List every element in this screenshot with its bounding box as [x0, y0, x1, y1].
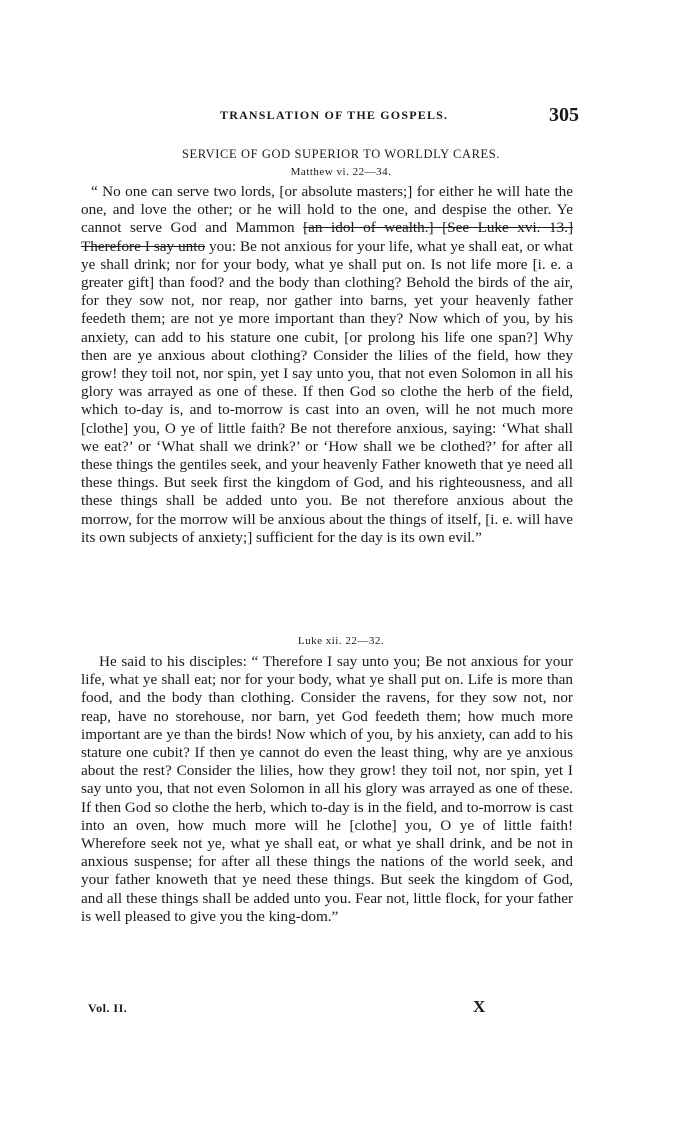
running-head [0, 104, 682, 128]
scripture-reference-matthew: Matthew vi. 22—34. [290, 166, 392, 178]
passage-matthew-text-rest: you: Be not anxious for your life, what ye shall eat, or what ye shall drink; nor for your body, what ye shall put on. Is not life more [i. e. a greater gift] than food? and the body than clothing? Behold the birds of the air, for they sow not, nor reap, nor gather into barns, yet your heavenly father feedeth them; are not ye more important than they? Now which of you, by his anxiety, can add to his stature one cubit, [or prolong his life one span?] Why then are ye anxious about clothing? Consider the lilies of the field, how they grow! they toil not, nor spin, yet I say unto you, that not even Solomon in all his glory was arrayed as one of these. If then God so clothe the herb of the field, which to-day is, and to-morrow is cast into an oven, will he not much more [clothe] you, O ye of little faith? Be not therefore anxious, saying: ‘What shall we eat?’ or ‘What shall we drink?’ or ‘How shall we be clothed?’ for after all these things the gentiles seek, and your heavenly Father knoweth that ye need all these things. But seek first the kingdom of God, and his righteousness, and all these things shall be added unto you. Be not therefore anxious about the morrow, for the morrow will be anxious about the things of itself, [i. e. will have its own subjects of anxiety;] sufficient for the day is its own evil.” [81, 237, 573, 546]
passage-matthew [81, 183, 573, 547]
section-heading: SERVICE OF GOD SUPERIOR TO WORLDLY CARES. [181, 147, 501, 161]
volume-signature: Vol. II. [88, 1001, 128, 1015]
page-number: 305 [549, 104, 579, 126]
running-head-title: TRANSLATION OF THE GOSPELS. [220, 108, 449, 122]
struck-through-text: [an idol of wealth.] [See Luke xvi. 13.] Therefore I say unto [81, 219, 573, 255]
passage-luke: He said to his disciples: “ Therefore I say unto you; Be not anxious for your life, what ye shall eat; nor for your body, what ye shall put on. Life is more than food, and the body than clothing. Consider the ravens, for they sow not, nor reap, have no storehouse, nor barn, yet God feedeth them; how much more important are ye than the birds! Now which of you, by his anxiety, can add to his stature one cubit? If then ye cannot do even the least thing, why are ye anxious about the rest? Consider the lilies, how they grow! they toil not, nor spin, yet I say unto you, that not even Solomon in all his glory was arrayed as one of these. If then God so clothe the herb, which to-day is in the field, and to-morrow is cast into an oven, how much more will he [clothe] you, O ye of little faith! Wherefore seek not ye, what ye shall eat, or what ye shall drink, and be not in anxious suspense; for after all these things the nations of the world seek, and your father knoweth that ye need these things. But seek the kingdom of God, and all these things shall be added unto you. Fear not, little flock, for your father is well pleased to give you the king-dom.” [81, 653, 573, 925]
gathering-signature: X [473, 997, 486, 1016]
scripture-reference-luke: Luke xii. 22—32. [297, 635, 385, 647]
passage-matthew-text-start: “ No one can serve two lords, [or absolute masters;] for either he will hate the one, and love the other; or he will hold to the one, and despise the other. Ye cannot serve God and Mammon [81, 183, 573, 237]
